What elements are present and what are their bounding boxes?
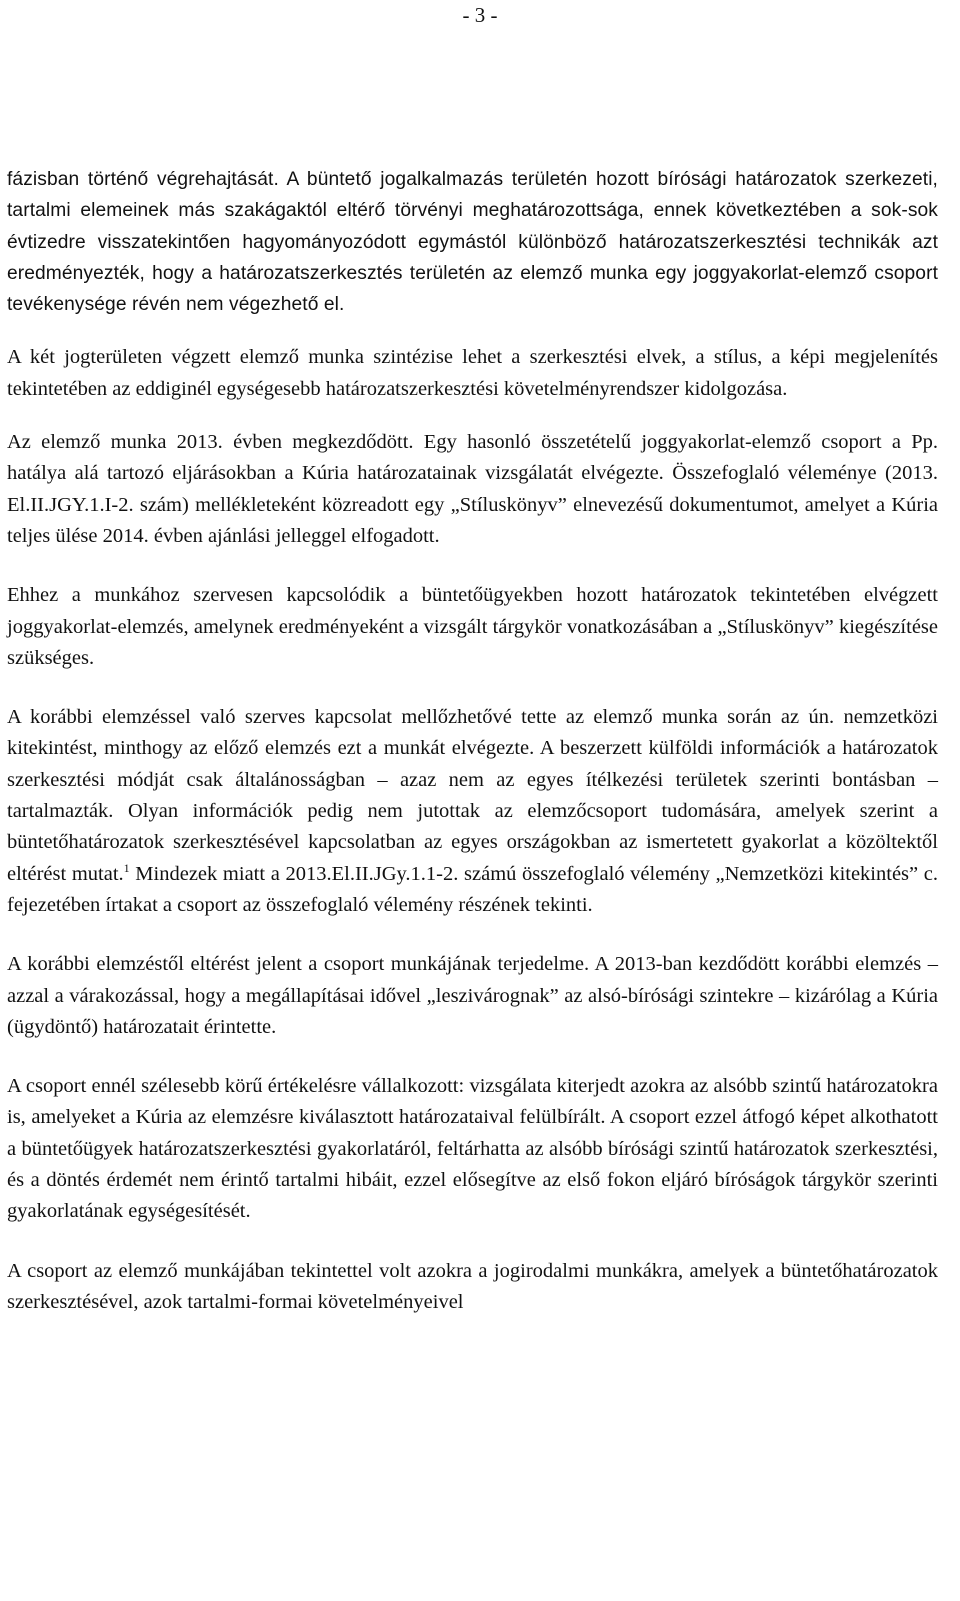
paragraph-international-part1: A korábbi elemzéssel való szerves kapcsolat mellőzhetővé tette az elemző munka során az ún. nemzetközi kitekintést, minthogy az előző elemzés ezt a munkát elvégezte. A beszerzett külföldi információk a határozatok szerkesztési módját csak általánosságban – azaz nem az egyes ítélkezési területek szerinti bontásban – tartalmazták. Olyan információk pedig nem jutottak az elemzőcsoport tudomására, amelyek szerint a büntetőhatározatok szerkesztésével kapcsolatban az egyes országokban az ismertetett gyakorlat a közöltektől eltérést mutat.	[7, 706, 938, 885]
paragraph-related-work: Ehhez a munkához szervesen kapcsolódik a büntetőügyekben hozott határozatok tekintetében elvégzett joggyakorlat-elemzés, amelynek eredményeként a vizsgált tárgykör vonatkozásában a „Stíluskönyv” kiegészítése szükséges.	[7, 584, 938, 669]
footnote-reference[interactable]: 1	[123, 860, 130, 875]
paragraph-scope: A korábbi elemzéstől eltérést jelent a csoport munkájának terjedelme. A 2013-ban kezdődött korábbi elemzés – azzal a várakozással, hogy a megállapításai idővel „leszivárognak” az alsó-bírósági szintekre – kizárólag a Kúria (ügydöntő) határozatait érintette.	[7, 953, 938, 1038]
paragraph-international	[7, 702, 938, 921]
paragraph-intro-continuation: fázisban történő végrehajtását. A büntető jogalkalmazás területén hozott bírósági határozatok szerkezeti, tartalmi elemeinek más szakágaktól eltérő törvényi meghatározottsága, ennek következtében a sok-sok évtizedre visszatekintően hagyományozódott egymástól különböző határozatszerkesztési technikák azt eredményezték, hogy a határozatszerkesztés területén az elemző munka egy joggyakorlat-elemző csoport tevékenysége révén nem végezhető el.	[7, 169, 938, 316]
page-number: - 3 -	[462, 3, 498, 27]
paragraph-broader-evaluation: A csoport ennél szélesebb körű értékelésre vállalkozott: vizsgálata kiterjedt azokra az alsóbb szintű határozatokra is, amelyeket a Kúria az elemzésre kiválasztott határozataival felülbírált. A csoport ezzel átfogó képet alkothatott a büntetőügyek határozatszerkesztési gyakorlatáról, feltárhatta az alsóbb bírósági szintű határozatok szerkesztési, és a döntés érdemét nem érintő tartalmi hibáit, ezzel elősegítve az első fokon eljáró bíróságok tárgykör szerinti gyakorlatának egységesítését.	[7, 1075, 938, 1223]
paragraph-literature: A csoport az elemző munkájában tekintettel volt azokra a jogirodalmi munkákra, amelyek a büntetőhatározatok szerkesztésével, azok tartalmi-formai követelményeivel	[7, 1259, 938, 1313]
document-body	[7, 164, 938, 1346]
paragraph-international-part2: Mindezek miatt a 2013.El.II.JGy.1.1-2. számú összefoglaló vélemény „Nemzetközi kitekintés” c. fejezetében írtakat a csoport az összefoglaló vélemény részének tekinti.	[7, 862, 938, 916]
paragraph-stiluskonyv: Az elemző munka 2013. évben megkezdődött. Egy hasonló összetételű joggyakorlat-elemző csoport a Pp. hatálya alá tartozó eljárásokban a Kúria határozatainak vizsgálatát elvégezte. Összefoglaló véleménye (2013. El.II.JGY.1.I-2. szám) mellékleteként közreadott egy „Stíluskönyv” elnevezésű dokumentumot, amelyet a Kúria teljes ülése 2014. évben ajánlási jelleggel elfogadott.	[7, 431, 938, 547]
paragraph-synthesis: A két jogterületen végzett elemző munka szintézise lehet a szerkesztési elvek, a stílus, a képi megjelenítés tekintetében az eddiginél egységesebb határozatszerkesztési követelményrendszer kidolgozása.	[7, 346, 938, 400]
